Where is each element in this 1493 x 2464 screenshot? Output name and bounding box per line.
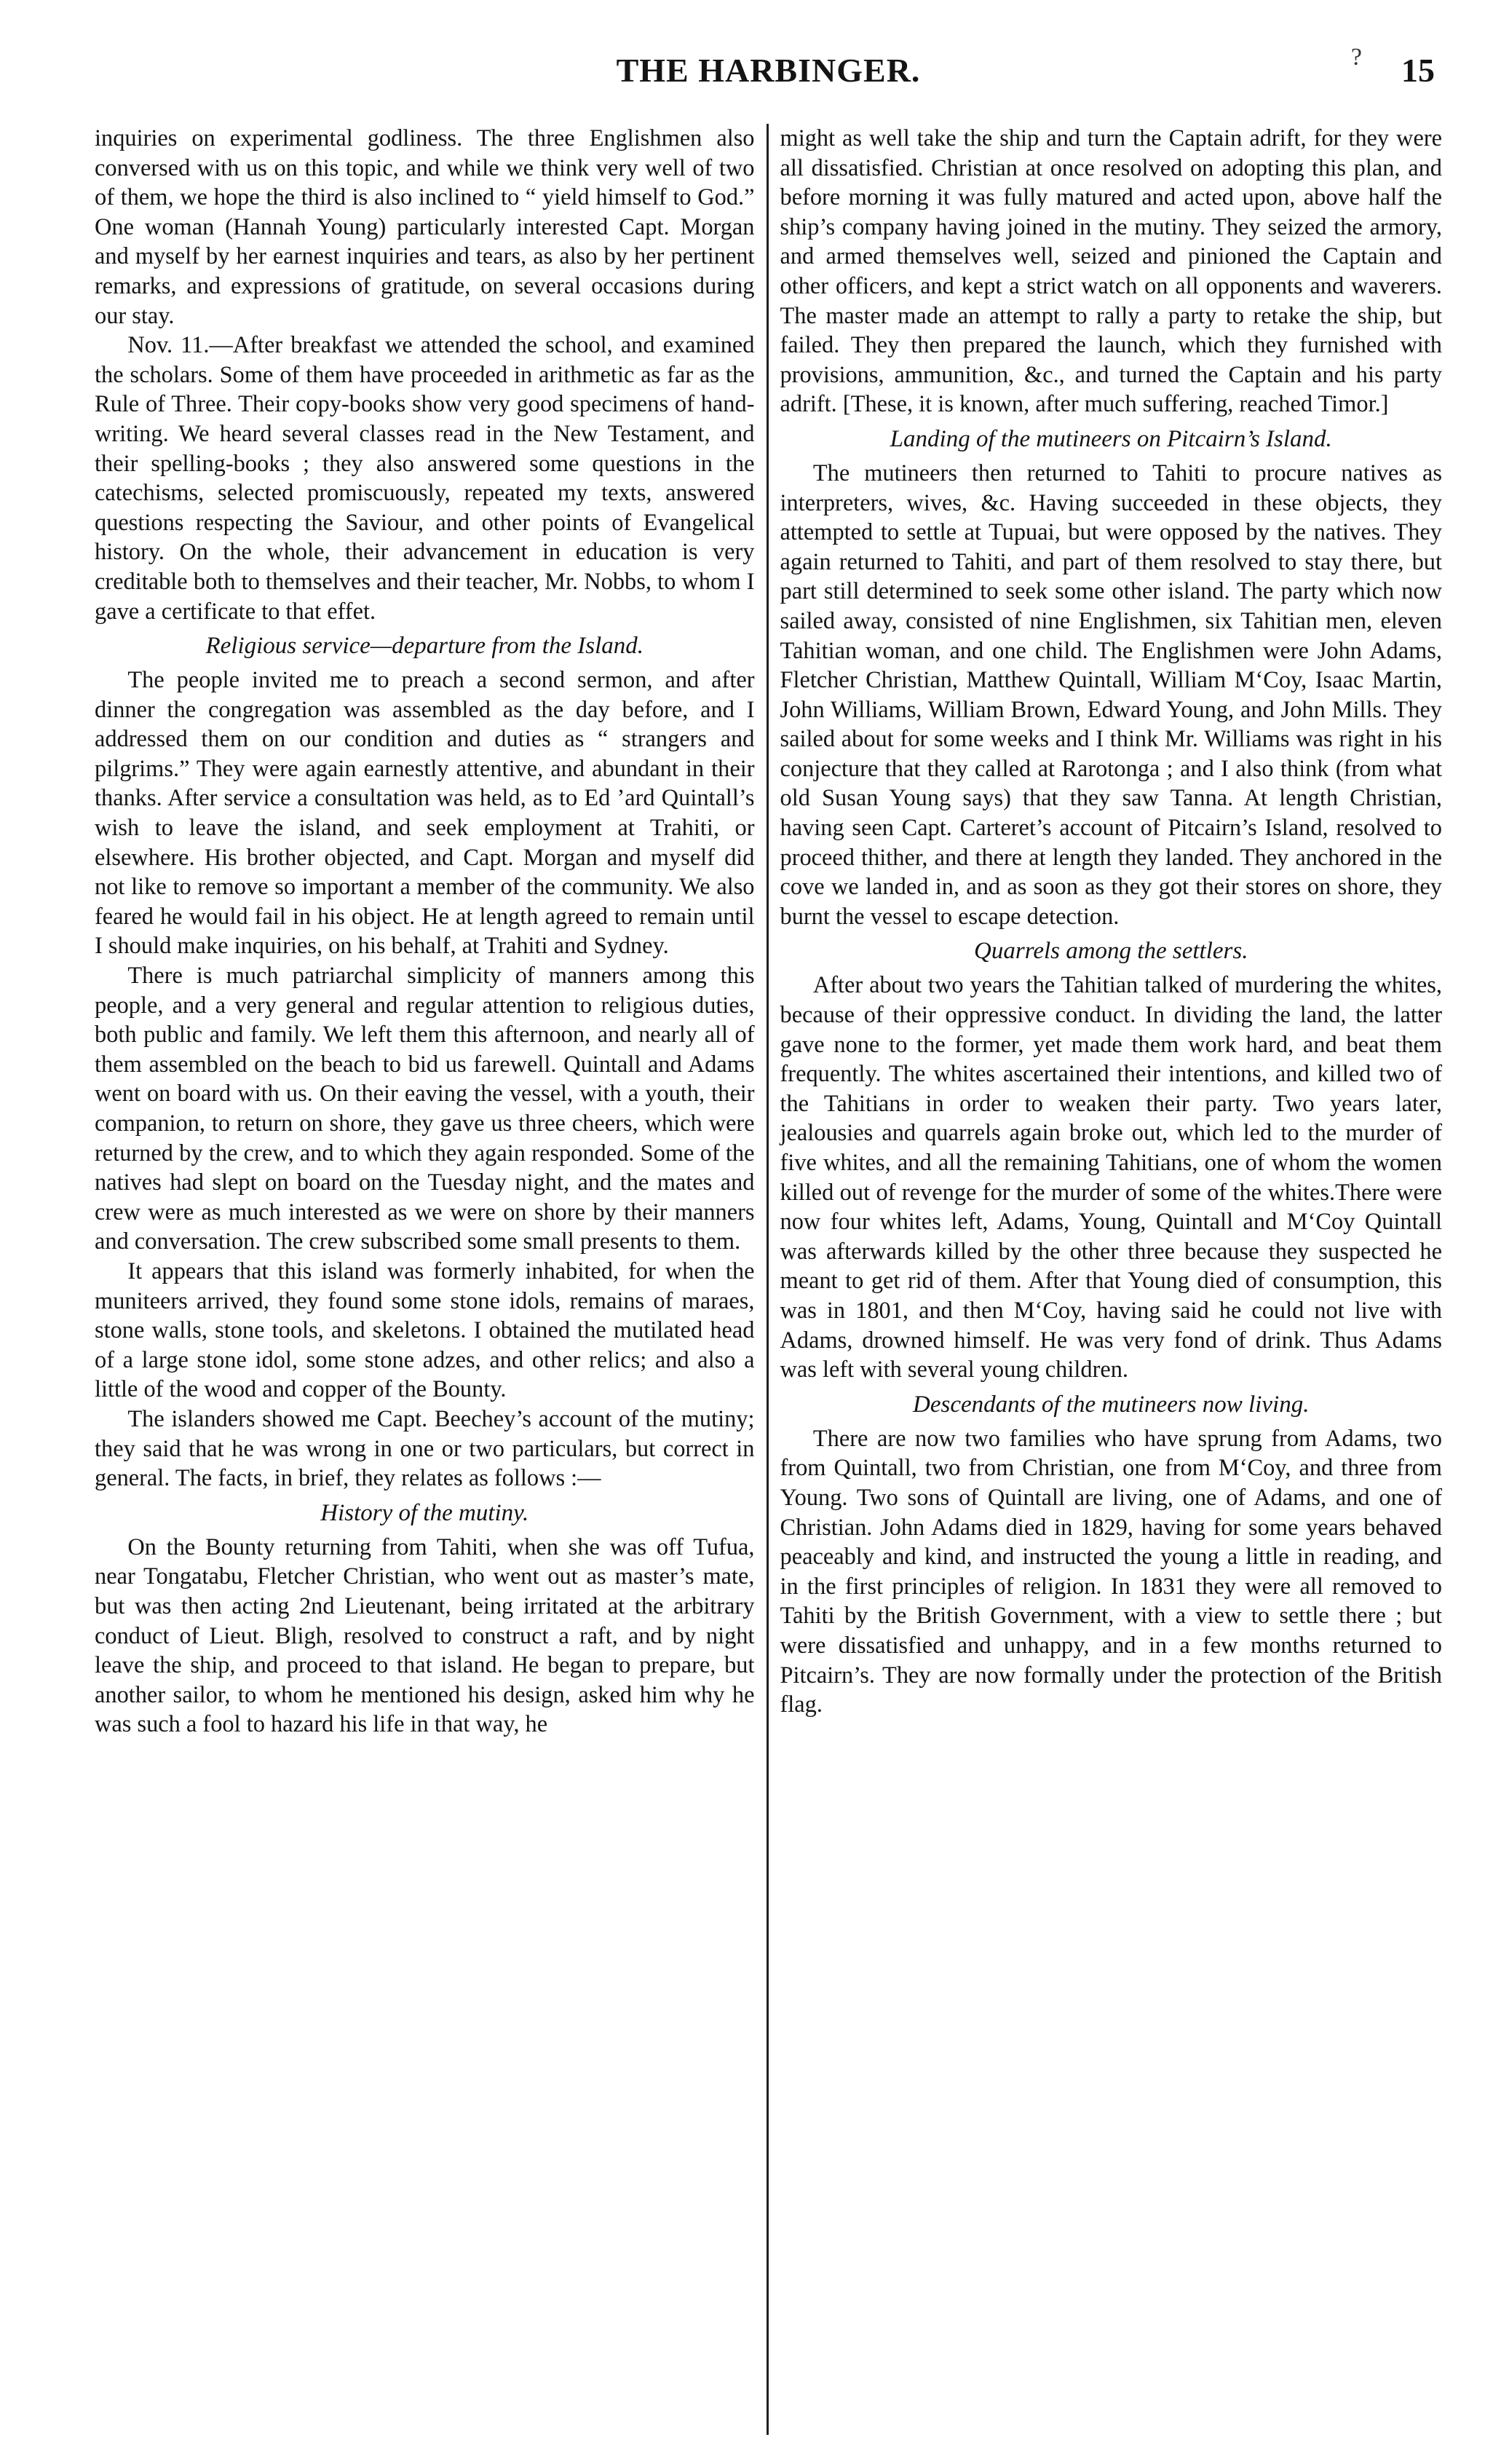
paragraph: might as well take the ship and turn the Captain adrift, for they were all dissatisfied. Christian at once resolved on adopting this plan, and before morning it was fully matured and acted upon, above half the ship’s company having joined in the mutiny. They seized the armory, and armed themselves well, seized and pinioned the Captain and other officers, and kept a strict watch on all opponents and waverers. The master made an attempt to rally a party to retake the ship, but failed. They then prepared the launch, which they furnished with provisions, ammunition, &c., and turned the Captain and his party adrift. [These, it is known, after much suffering, reached Timor.]: [780, 125, 1442, 418]
section-heading: History of the mutiny.: [320, 1499, 529, 1526]
section-heading: Descendants of the mutineers now living.: [913, 1391, 1310, 1418]
paragraph: The mutineers then returned to Tahiti to procure natives as interpreters, wives, &c. Having succeeded in these objects, they attempted to settle at Tupuai, but were opposed by the natives. They again returned to Tahiti, and part of them resolved to stay there, but part still determined to seek some other island. The party which now sailed away, consisted of nine Englishmen, six Tahitian men, eleven Tahitian woman, and one child. The Englishmen were John Adams, Fletcher Christian, Matthew Quintall, William M‘Coy, Isaac Martin, John Williams, William Brown, Edward Young, and John Mills. They sailed about for some weeks and I think Mr. Williams was right in his conjecture that they called at Rarotonga ; and I also think (from what old Susan Young says) that they saw Tanna. At length Christian, having seen Capt. Carteret’s account of Pitcairn’s Island, resolved to proceed thither, and there at length they landed. They anchored in the cove we landed in, and as soon as they got their stores on shore, they burnt the vessel to escape detection.: [780, 459, 1442, 930]
paragraph: The people invited me to preach a second sermon, and after dinner the congregation was assembled as the day before, and I addressed them on our condition and duties as “ strangers and pilgrims.” They were again earnestly attentive, and abundant in their thanks. After service a consultation was held, as to Ed ’ard Quintall’s wish to leave the island, and seek employment at Trahiti, or elsewhere. His brother objected, and Capt. Morgan and myself did not like to remove so important a member of the community. We also feared he would fail in his object. He at length agreed to remain until I should make inquiries, on his behalf, at Trahiti and Sydney.: [95, 667, 755, 960]
section-heading: Religious service—departure from the Island.: [205, 633, 644, 660]
section-heading: Landing of the mutineers on Pitcairn’s Island.: [890, 425, 1332, 452]
running-head: [95, 44, 1442, 102]
left-column: [95, 124, 769, 2435]
paragraph: There is much patriarchal simplicity of manners among this people, and a very general and regular attention to religious duties, both public and family. We left them this afternoon, and nearly all of them assembled on the beach to bid us farewell. Quintall and Adams went on board with us. On their eaving the vessel, with a youth, their companion, to return on shore, they gave us three cheers, which were returned by the crew, and to which they again responded. Some of the natives had slept on board on the Tuesday night, and the mates and crew were as much interested as we were on shore by their manners and conversation. The crew subscribed some small presents to them.: [95, 963, 755, 1255]
paragraph: The islanders showed me Capt. Beechey’s account of the mutiny; they said that he was wrong in one or two particulars, but correct in general. The facts, in brief, they relates as follows :—: [95, 1405, 755, 1492]
printer-mark: ?: [1350, 44, 1362, 71]
paragraph: Nov. 11.—After breakfast we attended the school, and examined the scholars. Some of them have proceeded in arithmetic as far as the Rule of Three. Their copy-books show very good specimens of hand-writing. We heard several classes read in the New Testament, and their spelling-books ; they also answered some questions in the catechisms, selected promiscuously, repeated my texts, answered questions respecting the Saviour, and other points of Evangelical history. On the whole, their advancement in education is very creditable both to themselves and their teacher, Mr. Nobbs, to whom I gave a certificate to that effet.: [95, 332, 755, 625]
page-title: THE HARBINGER.: [616, 52, 921, 89]
paragraph: After about two years the Tahitian talked of murdering the whites, because of their oppressive conduct. In dividing the land, the latter gave none to the former, yet made them work hard, and beat them frequently. The whites ascertained their intentions, and killed two of the Tahitians in order to weaken their party. Two years later, jealousies and quarrels again broke out, which led to the murder of five whites, and all the remaining Tahitians, one of whom the women killed out of revenge for the murder of some of the whites.There were now four whites left, Adams, Young, Quintall and M‘Coy Quintall was afterwards killed by the other three because they suspected he meant to get rid of them. After that Young died of consumption, this was in 1801, and then M‘Coy, having said he could not live with Adams, drowned himself. He was very fond of drink. Thus Adams was left with several young children.: [780, 972, 1442, 1383]
right-column: [769, 124, 1443, 2435]
paragraph: It appears that this island was formerly inhabited, for when the muniteers arrived, they found some stone idols, remains of maraes, stone walls, stone tools, and skeletons. I obtained the mutilated head of a large stone idol, some stone adzes, and other relics; and also a little of the wood and copper of the Bounty.: [95, 1257, 755, 1403]
paragraph: On the Bounty returning from Tahiti, when she was off Tufua, near Tongatabu, Fletcher Christian, who went out as master’s mate, but was then acting 2nd Lieutenant, being irritated at the arbitrary conduct of Lieut. Bligh, resolved to construct a raft, and by night leave the ship, and proceed to that island. He began to prepare, but another sailor, to whom he mentioned his design, asked him why he was such a fool to hazard his life in that way, he: [95, 1533, 755, 1738]
page-number: 15: [1401, 52, 1435, 89]
section-heading: Quarrels among the settlers.: [974, 938, 1248, 965]
paragraph: There are now two families who have sprung from Adams, two from Quintall, two from Christian, one from M‘Coy, and three from Young. Two sons of Quintall are living, one of Adams, and one of Christian. John Adams died in 1829, having for some years behaved peaceably and kind, and instructed the young a little in reading, and in the first principles of religion. In 1831 they were all removed to Tahiti by the British Government, with a view to settle there ; but were dissatisfied and unhappy, and in a few months returned to Pitcairn’s. They are now formally under the protection of the British flag.: [780, 1425, 1442, 1718]
paragraph: inquiries on experimental godliness. The three Englishmen also conversed with us on this topic, and while we think very well of two of them, we hope the third is also inclined to “ yield himself to God.” One woman (Hannah Young) particularly interested Capt. Morgan and myself by her earnest inquiries and tears, as also by her pertinent remarks, and expressions of gratitude, on several occasions during our stay.: [95, 125, 755, 329]
text-columns: [95, 124, 1442, 2435]
